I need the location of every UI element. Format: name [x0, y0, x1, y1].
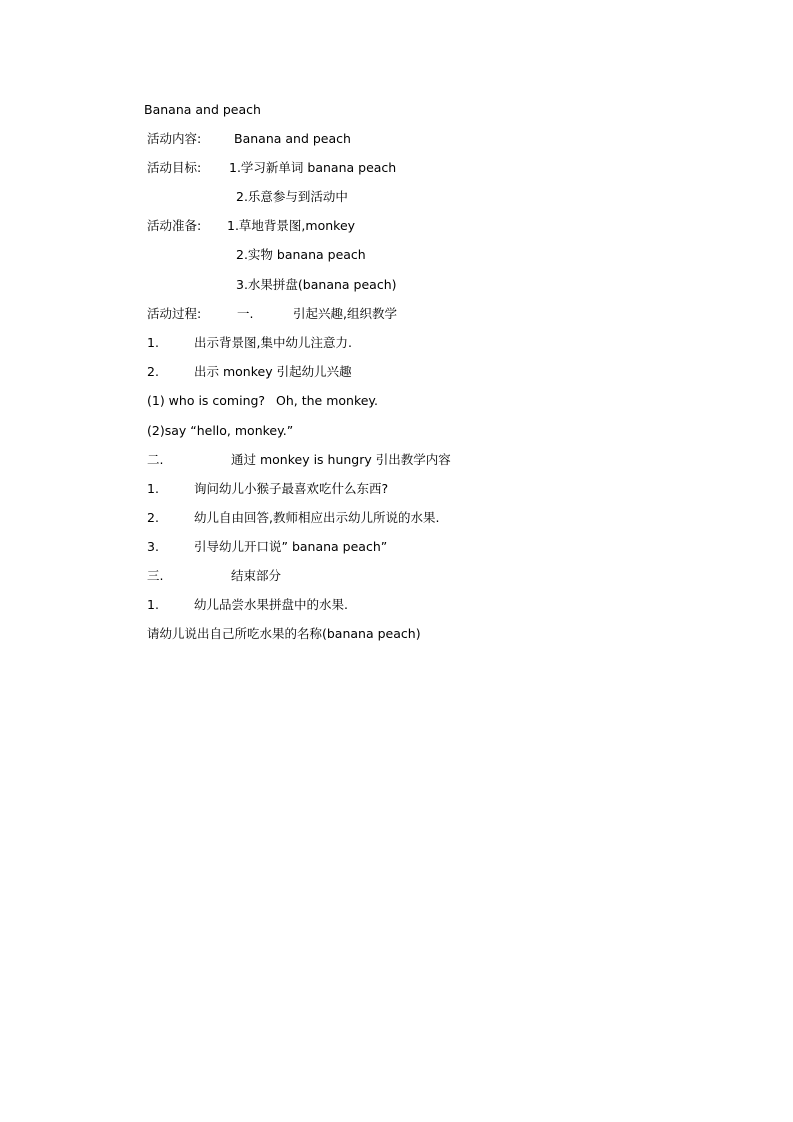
content-label: 活动内容: [147, 131, 202, 146]
preparation-item: 2.实物 banana peach [236, 247, 366, 262]
goals-label: 活动目标: [147, 160, 202, 175]
sub-step-text: (1) who is coming? [147, 393, 266, 408]
section-title: 通过 monkey is hungry 引出教学内容 [231, 452, 451, 467]
section-title: 结束部分 [231, 568, 282, 583]
preparation-label: 活动准备: [147, 218, 202, 233]
section-number: 一. [237, 306, 254, 321]
preparation-item: 1.草地背景图,monkey [227, 218, 356, 233]
step-number: 1. [147, 335, 159, 350]
goal-item: 2.乐意参与到活动中 [236, 189, 348, 204]
step-text: 出示 monkey 引起幼儿兴趣 [194, 364, 352, 379]
step-text: 引导幼儿开口说” banana peach” [194, 539, 388, 554]
step-text: 幼儿自由回答,教师相应出示幼儿所说的水果. [194, 510, 440, 525]
section-number: 二. [147, 452, 164, 467]
sub-step-text: (2)say “hello, monkey.” [147, 423, 294, 438]
closing-text: 请幼儿说出自己所吃水果的名称(banana peach) [147, 626, 421, 641]
sub-step-text: Oh, the monkey. [276, 393, 379, 408]
step-text: 幼儿品尝水果拼盘中的水果. [194, 597, 348, 612]
step-number: 1. [147, 481, 159, 496]
preparation-item: 3.水果拼盘(banana peach) [236, 277, 397, 292]
step-number: 3. [147, 539, 159, 554]
step-number: 1. [147, 597, 159, 612]
section-title: 引起兴趣,组织教学 [293, 306, 397, 321]
step-text: 询问幼儿小猴子最喜欢吃什么东西? [194, 481, 389, 496]
content-value: Banana and peach [234, 131, 351, 146]
step-number: 2. [147, 510, 159, 525]
process-label: 活动过程: [147, 306, 202, 321]
section-number: 三. [147, 568, 164, 583]
step-text: 出示背景图,集中幼儿注意力. [194, 335, 352, 350]
goal-item: 1.学习新单词 banana peach [229, 160, 397, 175]
document-title: Banana and peach [144, 102, 261, 117]
step-number: 2. [147, 364, 159, 379]
